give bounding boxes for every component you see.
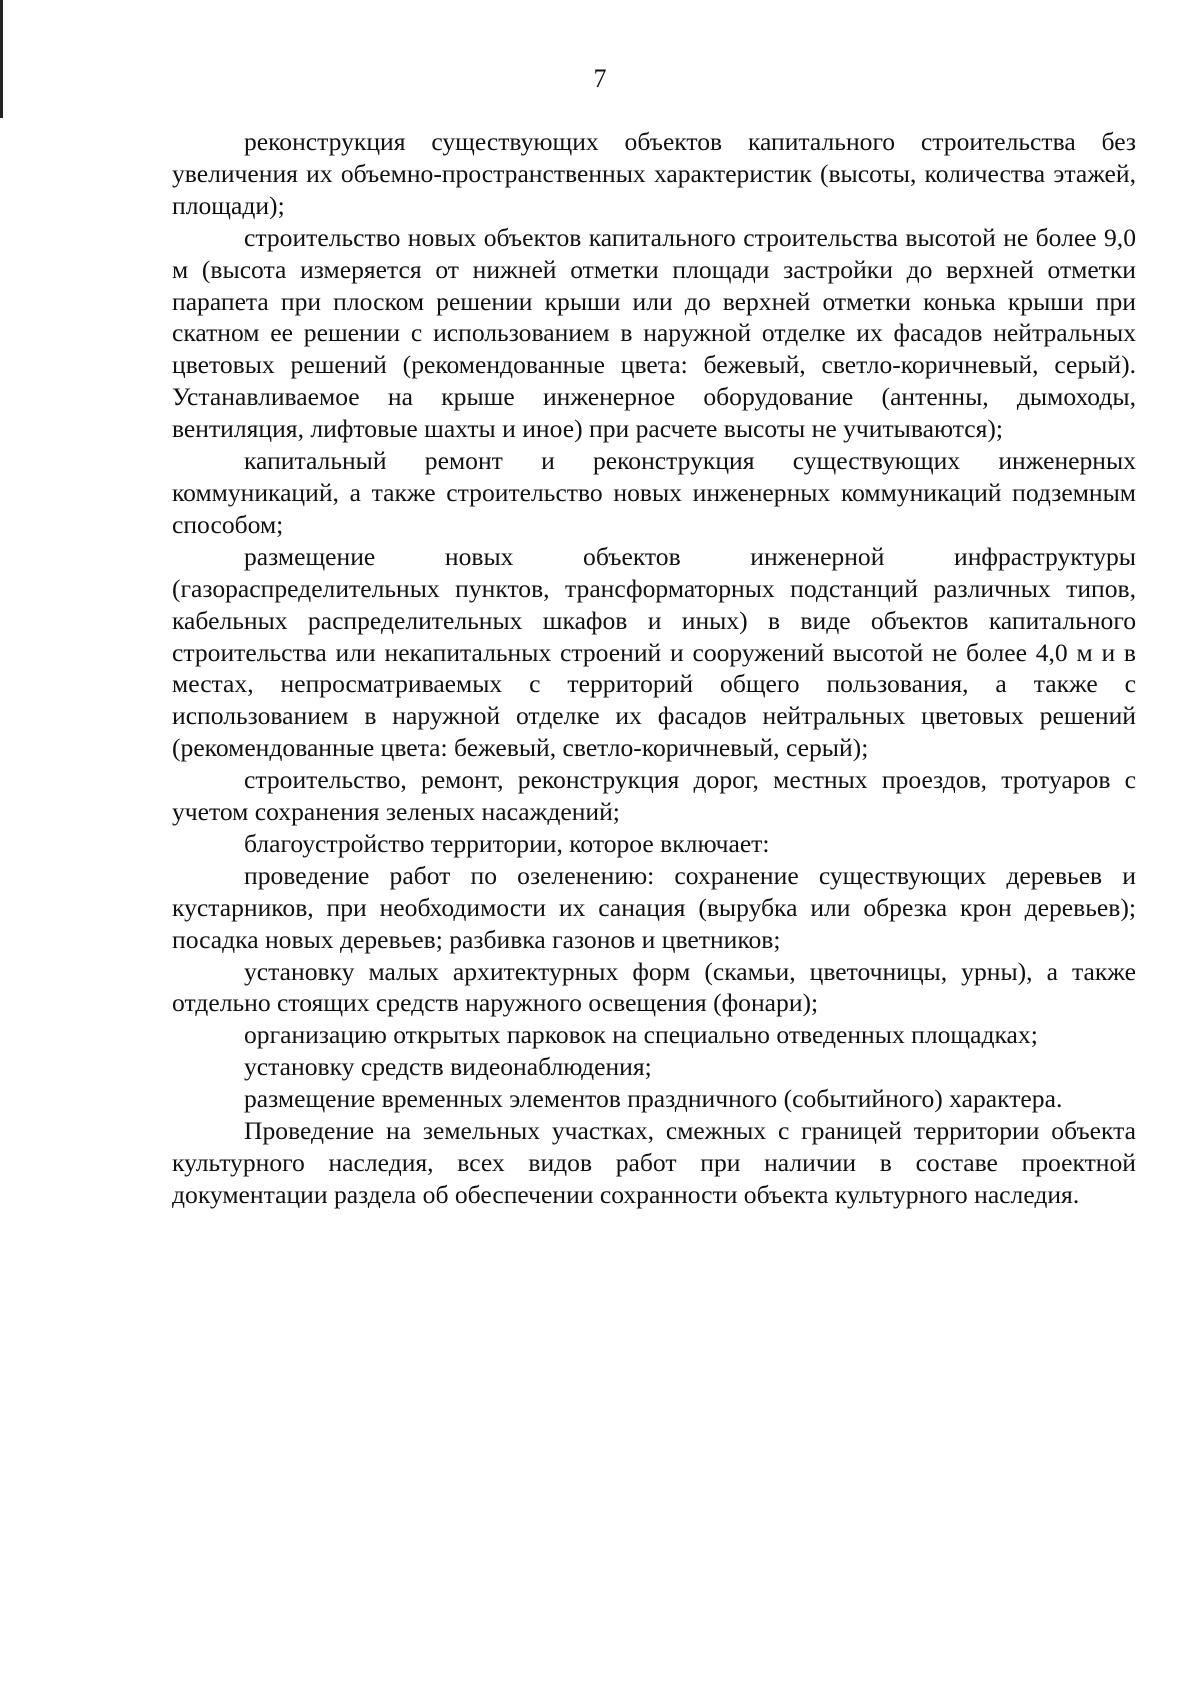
paragraph-engineering-infrastructure: размещение новых объектов инженерной инфраструктуры (газораспределительных пунктов, трансформаторных подстанций различных типов, кабельных распределительных шкафов и иных) в виде объектов капитального строительства или некапитальных строений и сооружений высотой не более 4,0 м и в местах, непросматриваемых с территорий общего пользования, а также с использованием в наружной отделке их фасадов нейтральных цветовых решений (рекомендованные цвета: бежевый, светло-коричневый, серый);: [172, 541, 1136, 763]
paragraph-reconstruction: реконструкция существующих объектов капитального строительства без увеличения их объемно-пространственных характеристик (высоты, количества этажей, площади);: [172, 127, 1136, 220]
paragraph-parking: организацию открытых парковок на специально отведенных площадках;: [244, 1020, 1038, 1050]
paragraph-new-construction: строительство новых объектов капитального строительства высотой не более 9,0 м (высота измеряется от нижней отметки площади застройки до верхней отметки парапета при плоском решении крыши или до верхней отметки конька крыши при скатном ее решении с использованием в наружной отделке их фасадов нейтральных цветовых решений (рекомендованные цвета: бежевый, светло-коричневый, серый). Устанавливаемое на крыше инженерное оборудование (антенны, дымоходы, вентиляция, лифтовые шахты и иное) при расчете высоты не учитываются);: [172, 222, 1136, 444]
document-body: [172, 126, 1136, 1211]
paragraph-roads: строительство, ремонт, реконструкция дорог, местных проездов, тротуаров с учетом сохранения зеленых насаждений;: [172, 765, 1136, 827]
paragraph-temporary-elements: размещение временных элементов праздничного (событийного) характера.: [244, 1084, 1063, 1114]
paragraph-landscaping-intro: благоустройство территории, которое включает:: [244, 828, 770, 858]
paragraph-video-surveillance: установку средств видеонаблюдения;: [244, 1052, 652, 1082]
paragraph-engineering-communications: капитальный ремонт и реконструкция существующих инженерных коммуникаций, а также строительство новых инженерных коммуникаций подземным способом;: [172, 446, 1136, 539]
paragraph-small-architecture: установку малых архитектурных форм (скамьи, цветочницы, урны), а также отдельно стоящих средств наружного освещения (фонари);: [172, 956, 1136, 1018]
paragraph-adjacent-plots: Проведение на земельных участках, смежных с границей территории объекта культурного наследия, всех видов работ при наличии в составе проектной документации раздела об обеспечении сохранности объекта культурного наследия.: [172, 1116, 1136, 1209]
scan-edge-mark: [0, 0, 3, 118]
page-number: 7: [593, 64, 607, 93]
paragraph-greening: проведение работ по озеленению: сохранение существующих деревьев и кустарников, при необходимости их санация (вырубка или обрезка крон деревьев); посадка новых деревьев; разбивка газонов и цветников;: [172, 860, 1136, 954]
